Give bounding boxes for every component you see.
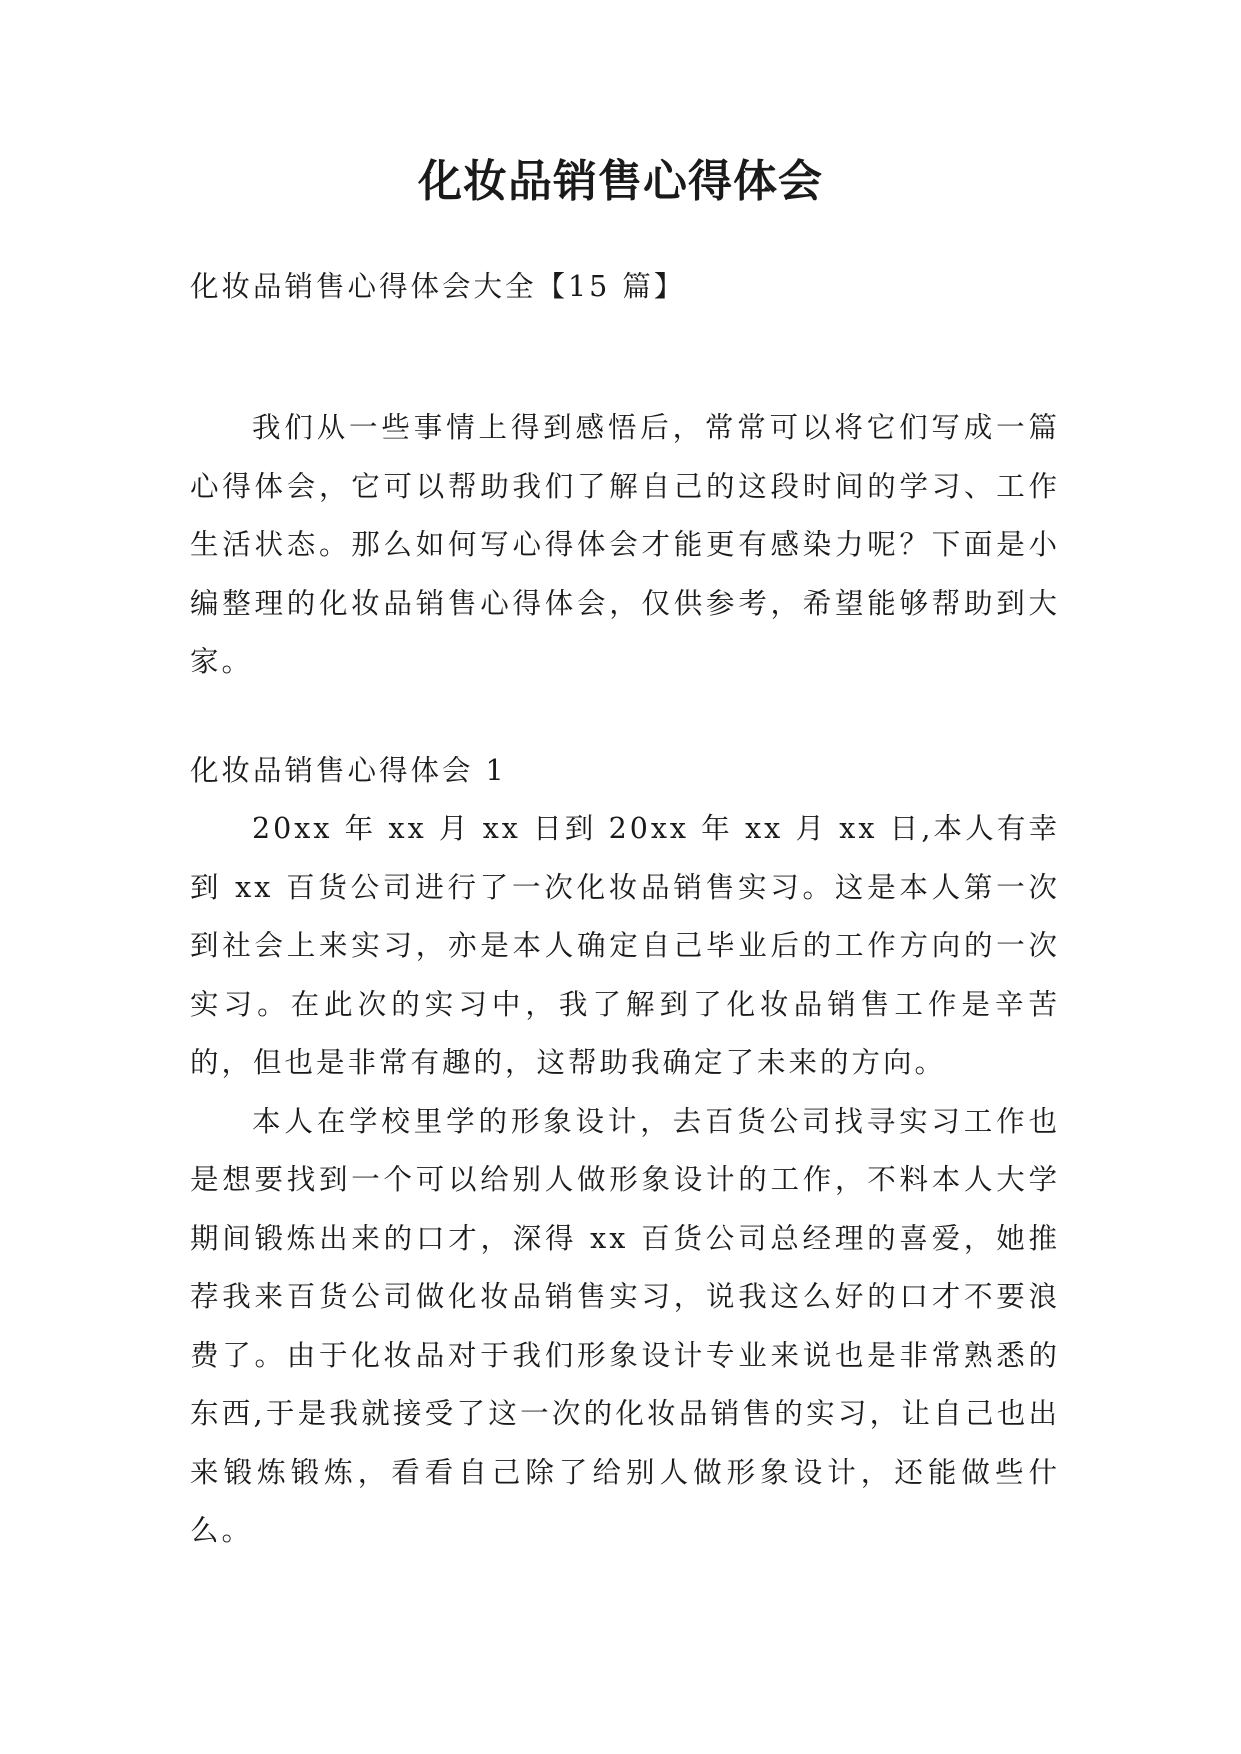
section-paragraph-2: 本人在学校里学的形象设计，去百货公司找寻实习工作也是想要找到一个可以给别人做形象设计的工作，不料本人大学期间锻炼出来的口才，深得 xx 百货公司总经理的喜爱，她推荐我来百货公司做化妆品销售实习，说我这么好的口才不要浪费了。由于化妆品对于我们形象设计专业来说也是非常熟悉的东西,于是我就接受了这一次的化妆品销售的实习，让自己也出来锻炼锻炼，看看自己除了给别人做形象设计，还能做些什么。 — [190, 1104, 1060, 1547]
section-body — [190, 800, 1060, 1561]
document-title: 化妆品销售心得体会 — [418, 156, 823, 207]
intro-paragraph: 我们从一些事情上得到感悟后，常常可以将它们写成一篇心得体会，它可以帮助我们了解自己的这段时间的学习、工作生活状态。那么如何写心得体会才能更有感染力呢？下面是小编整理的化妆品销售心得体会，仅供参考，希望能够帮助到大家。 — [190, 411, 1060, 678]
section-heading: 化妆品销售心得体会 1 — [190, 754, 507, 787]
section-paragraph-1: 20xx 年 xx 月 xx 日到 20xx 年 xx 月 xx 日,本人有幸到 xx 百货公司进行了一次化妆品销售实习。这是本人第一次到社会上来实习，亦是本人确定自己毕业后的工作方向的一次实习。在此次的实习中，我了解到了化妆品销售工作是辛苦的，但也是非常有趣的，这帮助我确定了未来的方向。 — [190, 812, 1060, 1079]
document-subtitle: 化妆品销售心得体会大全【15 篇】 — [190, 270, 686, 303]
